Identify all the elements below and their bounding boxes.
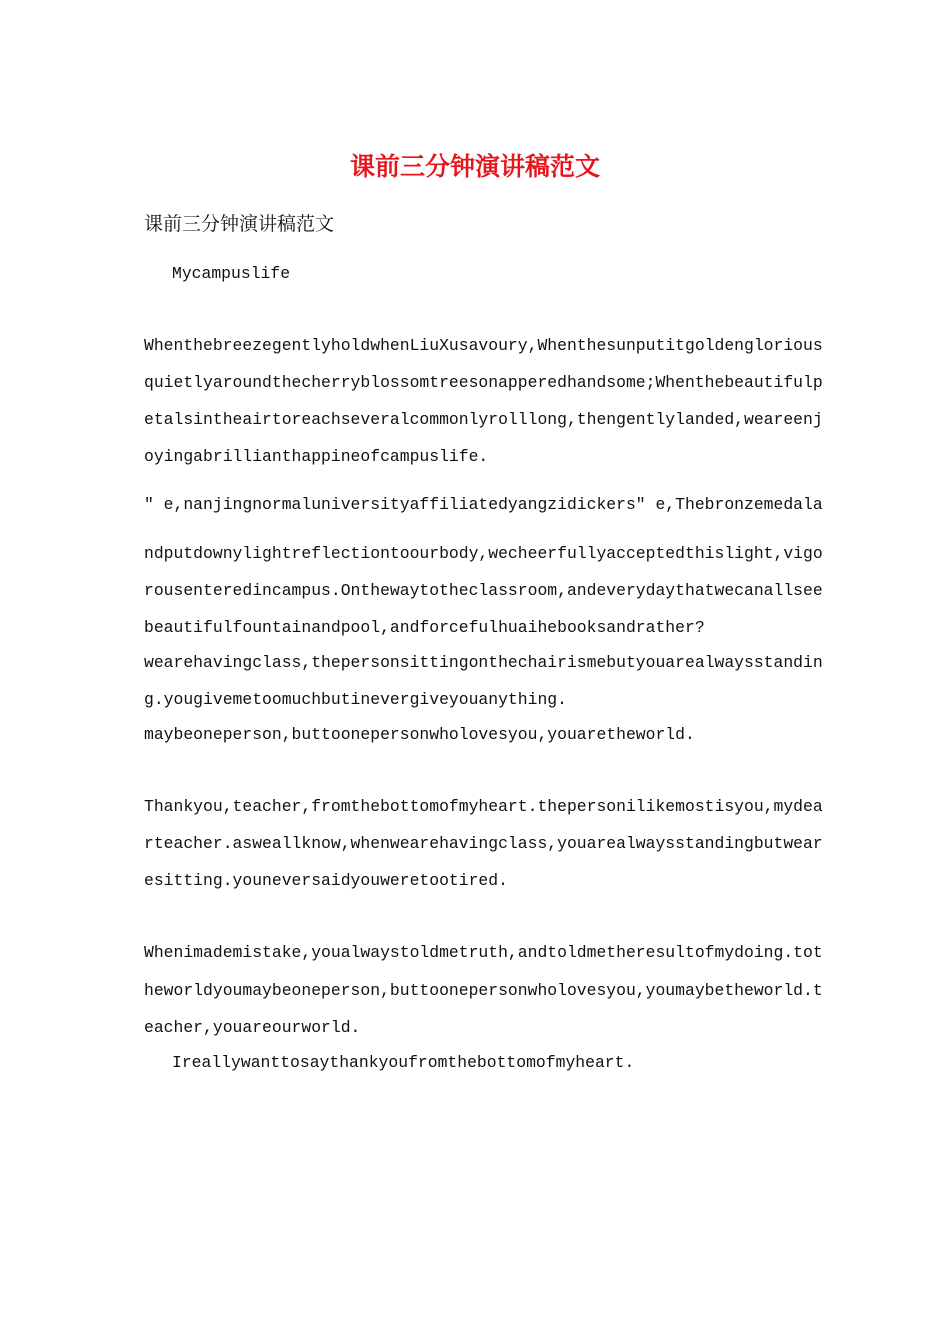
- paragraph-line: eacher,youareourworld.: [144, 1018, 361, 1037]
- document-title: 课前三分钟演讲稿范文: [349, 152, 600, 181]
- paragraph-line: rteacher.asweallknow,whenwearehavingclass,youarealwaysstandingbutwear: [144, 834, 823, 853]
- paragraph-line: maybeoneperson,buttoonepersonwholovesyou,youaretheworld.: [144, 725, 695, 744]
- document-subtitle: 课前三分钟演讲稿范文: [144, 213, 335, 235]
- paragraph-line: oyingabrillianthappineofcampuslife.: [144, 447, 489, 466]
- paragraph-line: beautifulfountainandpool,andforcefulhuaihebooksandrather?: [144, 618, 705, 637]
- paragraph-line: rousenteredincampus.Onthewaytotheclassroom,andeverydaythatwecanallsee: [144, 581, 823, 600]
- paragraph-heading-line: Mycampuslife: [172, 264, 291, 283]
- paragraph-line: etalsintheairtoreachseveralcommonlyrolllong,thengentlylanded,weareenj: [144, 410, 823, 429]
- paragraph-line: ″ e,nanjingnormaluniversityaffiliatedyangzidickers″ e,Thebronzemedala: [144, 495, 823, 514]
- paragraph-line: heworldyoumaybeoneperson,buttoonepersonwholovesyou,youmaybetheworld.t: [144, 981, 823, 1000]
- paragraph-line: wearehavingclass,thepersonsittingonthechairismebutyouarealwaysstandin: [144, 653, 823, 672]
- paragraph-line: quietlyaroundthecherryblossomtreesonapperedhandsome;Whenthebeautifulp: [144, 373, 823, 392]
- paragraph-line: Whenimademistake,youalwaystoldmetruth,andtoldmetheresultofmydoing.tot: [144, 943, 823, 962]
- paragraph-line: ndputdownylightreflectiontoourbody,wecheerfullyacceptedthislight,vigo: [144, 544, 823, 563]
- closing-line: Ireallywanttosaythankyoufromthebottomofmyheart.: [172, 1053, 635, 1072]
- paragraph-line: esitting.youneversaidyouweretootired.: [144, 871, 508, 890]
- paragraph-line: Thankyou,teacher,fromthebottomofmyheart.thepersonilikemostisyou,mydea: [144, 797, 823, 816]
- paragraph-line: g.yougivemetoomuchbutinevergiveyouanything.: [144, 690, 567, 709]
- paragraph-line: WhenthebreezegentlyholdwhenLiuXusavoury,Whenthesunputitgoldenglorious: [144, 336, 823, 355]
